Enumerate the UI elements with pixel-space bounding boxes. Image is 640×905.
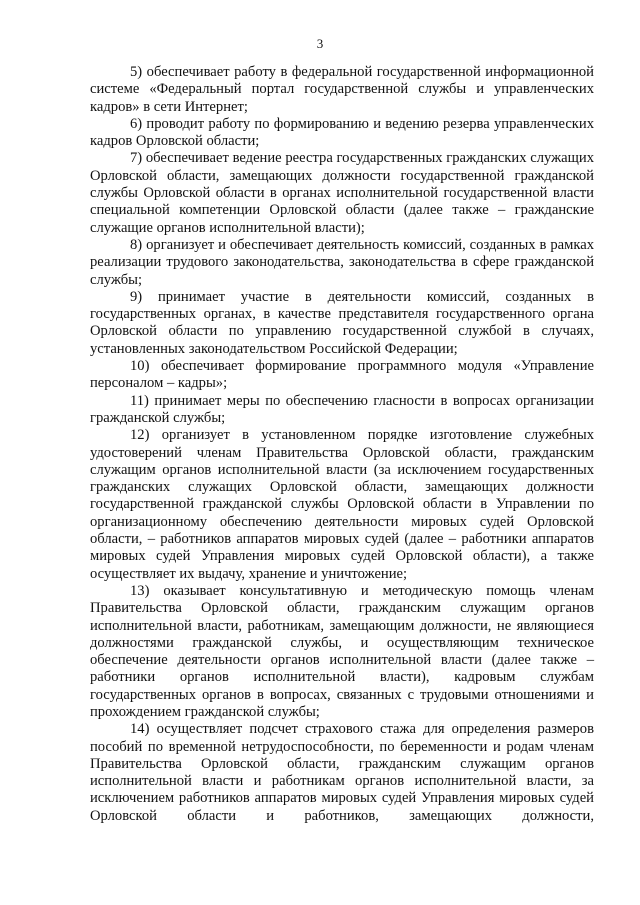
paragraph-item-14: 14) осуществляет подсчет страхового стажа для определения размеров пособий по временной нетрудоспособности, по беременности и родам членам Правительства Орловской области, гражданским служащим органов исполнительной власти и работникам органов исполнительной власти, за исключением работников аппаратов мировых судей Управления мировых судей Орловской области и работников, замещающих должности, (90, 721, 594, 824)
paragraph-item-8: 8) организует и обеспечивает деятельность комиссий, созданных в рамках реализации трудового законодательства, законодательства в сфере гражданской службы; (90, 236, 594, 288)
paragraph-item-12: 12) организует в установленном порядке изготовление служебных удостоверений членам Правительства Орловской области, гражданским служащим органов исполнительной власти (за исключением государственных гражданских служащих Орловской области, замещающих должности государственной гражданской службы Орловской области в Управлении по организационному обеспечению деятельности мировых судей Орловской области, – работников аппаратов мировых судей (далее – работники аппаратов мировых судей Управления мировых судей Орловской области), а также осуществляет их выдачу, хранение и уничтожение; (90, 427, 594, 582)
paragraph-item-13: 13) оказывает консультативную и методическую помощь членам Правительства Орловской области, гражданским служащим органов исполнительной власти, работникам, замещающим должности, не являющиеся должностями гражданской службы, и осуществляющим техническое обеспечение деятельности органов исполнительной власти (далее также – работники органов исполнительной власти), кадровым службам государственных органов в вопросах, связанных с трудовыми отношениями и прохождением гражданской службы; (90, 582, 594, 720)
paragraph-item-9: 9) принимает участие в деятельности комиссий, созданных в государственных органах, в качестве представителя государственного органа Орловской области по управлению государственной службой в случаях, установленных законодательством Российской Федерации; (90, 288, 594, 357)
paragraph-item-6: 6) проводит работу по формированию и ведению резерва управленческих кадров Орловской области; (90, 115, 594, 150)
paragraph-item-7: 7) обеспечивает ведение реестра государственных гражданских служащих Орловской области, замещающих должности государственной гражданской службы Орловской области в органах исполнительной государственной власти специальной компетенции Орловской области (далее также – гражданские служащие органов исполнительной власти); (90, 150, 594, 236)
page-number: 3 (316, 36, 324, 51)
paragraph-item-5: 5) обеспечивает работу в федеральной государственной информационной системе «Федеральный портал государственной службы и управленческих кадров» в сети Интернет; (90, 64, 594, 115)
paragraph-item-11: 11) принимает меры по обеспечению гласности в вопросах организации гражданской службы; (90, 392, 594, 426)
document-body (90, 64, 594, 825)
paragraph-item-10: 10) обеспечивает формирование программного модуля «Управление персоналом – кадры»; (90, 358, 594, 392)
